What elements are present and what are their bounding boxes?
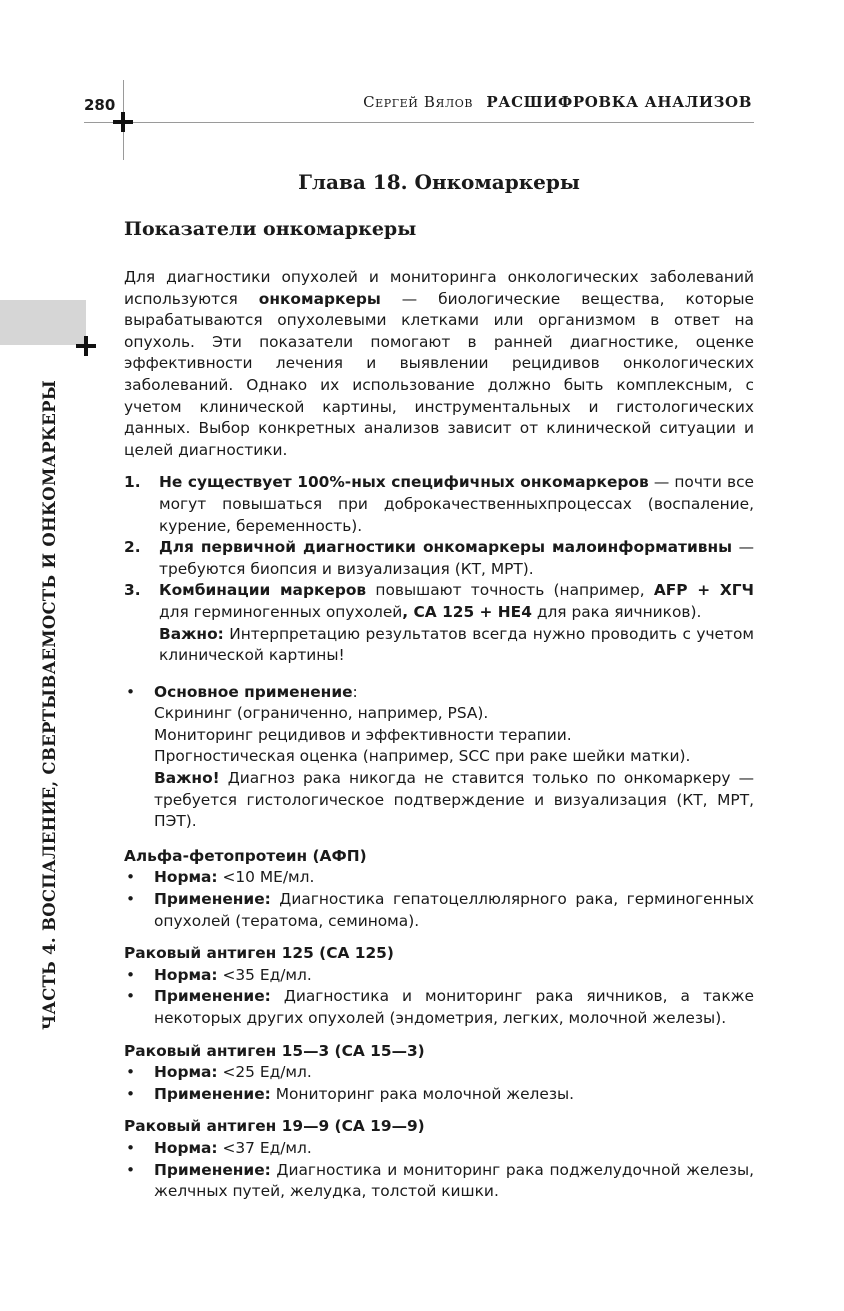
item-number: 1. xyxy=(124,473,141,492)
list-item xyxy=(124,965,754,987)
running-head xyxy=(363,93,752,111)
marker-block xyxy=(124,1116,754,1202)
side-tab-marker xyxy=(0,300,86,345)
bullet-icon: • xyxy=(126,1063,136,1082)
marker-details xyxy=(124,965,754,1030)
use-value: Диагностика гепатоцеллюлярного рака, герминогенных опухолей (тератома, семинома). xyxy=(154,890,754,930)
bullet-icon: • xyxy=(126,1160,136,1179)
bullet-icon: • xyxy=(126,1084,136,1103)
list-item xyxy=(124,1062,754,1084)
item-text: для герминогенных опухолей xyxy=(159,602,403,621)
bullet-icon: • xyxy=(126,890,136,909)
use-label: Применение: xyxy=(154,987,271,1006)
item-heading: Для первичной диагностики онкомаркеры малоинформативны xyxy=(159,538,733,557)
use-label: Применение: xyxy=(154,1084,271,1103)
book-title: РАСШИФРОВКА АНАЛИЗОВ xyxy=(486,93,752,111)
item-emphasis: , CA 125 + HE4 xyxy=(402,602,532,621)
page-body xyxy=(124,267,754,1203)
item-text: повышают точность (например, xyxy=(366,581,654,600)
usage-label: Основное применение xyxy=(154,682,353,701)
usage-line: Скрининг (ограниченно, например, PSA). xyxy=(154,704,489,723)
note-text: Интерпретацию результатов всегда нужно проводить с учетом клинической картины! xyxy=(159,624,754,665)
item-text: — требуются биопсия и визуализация (КТ, МРТ). xyxy=(159,538,754,578)
section-title: Показатели онкомаркеры xyxy=(124,218,417,240)
list-item xyxy=(124,537,754,580)
usage-important xyxy=(154,768,754,833)
usage-line: Мониторинг рецидивов и эффективности терапии. xyxy=(154,725,572,744)
note-label: Важно: xyxy=(159,624,224,643)
use-value: Диагностика и мониторинг рака поджелудочной железы, желчных путей, желудка, толстой кишки. xyxy=(154,1160,754,1201)
norm-label: Норма: xyxy=(154,1063,218,1082)
use-label: Применение: xyxy=(154,1160,271,1179)
marker-title: Раковый антиген 15—3 (CA 15—3) xyxy=(124,1041,425,1060)
intro-text: Для диагностики опухолей и мониторинга онкологических заболеваний используются xyxy=(124,268,754,308)
usage-list xyxy=(124,682,754,833)
list-item xyxy=(124,580,754,666)
bullet-icon: • xyxy=(126,682,136,701)
item-number: 3. xyxy=(124,581,141,600)
author-name: Сергей Вялов xyxy=(363,93,474,111)
norm-value: <25 Ед/мл. xyxy=(217,1063,312,1082)
list-item xyxy=(124,986,754,1029)
bullet-icon: • xyxy=(126,1138,136,1157)
norm-label: Норма: xyxy=(154,1138,218,1157)
bullet-icon: • xyxy=(126,965,136,984)
item-number: 2. xyxy=(124,538,141,557)
norm-label: Норма: xyxy=(154,868,218,887)
norm-value: <35 Ед/мл. xyxy=(217,965,312,984)
norm-label: Норма: xyxy=(154,965,218,984)
item-heading: Не существует 100%-ных специфичных онкомаркеров xyxy=(159,473,649,492)
important-text: Диагноз рака никогда не ставится только по онкомаркеру — требуется гистологическое подтверждение и визуализация (КТ, МРТ, ПЭТ). xyxy=(154,769,754,831)
list-item xyxy=(124,889,754,932)
side-crop-mark-icon xyxy=(76,336,96,356)
item-note xyxy=(159,624,754,667)
item-text: — почти все могут повышаться при доброкачественныхпроцессах (воспаление, курение, беременность). xyxy=(159,473,754,535)
use-label: Применение: xyxy=(154,890,271,909)
list-item xyxy=(124,472,754,537)
usage-item xyxy=(124,682,754,833)
norm-value: <10 МЕ/мл. xyxy=(217,868,315,887)
marker-block xyxy=(124,943,754,1029)
side-tab-label: ЧАСТЬ 4. ВОСПАЛЕНИЕ, СВЕРТЫВАЕМОСТЬ И ОНКОМАРКЕРЫ xyxy=(40,380,59,1030)
usage-line: Прогностическая оценка (например, SCC при раке шейки матки). xyxy=(154,747,691,766)
intro-paragraph xyxy=(124,267,754,461)
page-number: 280 xyxy=(84,96,116,114)
bullet-icon: • xyxy=(126,987,136,1006)
header-horizontal-rule xyxy=(84,122,754,123)
crop-mark-icon xyxy=(113,112,133,132)
marker-block xyxy=(124,1041,754,1106)
chapter-title: Глава 18. Онкомаркеры xyxy=(298,170,580,194)
marker-details xyxy=(124,1062,754,1105)
norm-value: <37 Ед/мл. xyxy=(217,1138,312,1157)
bullet-icon: • xyxy=(126,868,136,887)
usage-colon: : xyxy=(352,682,358,701)
list-item xyxy=(124,1160,754,1203)
list-item xyxy=(124,1138,754,1160)
intro-keyword: онкомаркеры xyxy=(258,289,381,308)
use-value: Мониторинг рака молочной железы. xyxy=(270,1084,575,1103)
marker-block xyxy=(124,846,754,932)
important-label: Важно! xyxy=(154,769,220,788)
use-value: Диагностика и мониторинг рака яичников, а также некоторых других опухолей (эндометрия, легких, молочной железы). xyxy=(154,987,754,1027)
marker-title: Раковый антиген 125 (CA 125) xyxy=(124,944,394,963)
list-item xyxy=(124,1084,754,1106)
marker-details xyxy=(124,1138,754,1203)
intro-text-rest: — биологические вещества, которые вырабатываются опухолевыми клетками или организмом в ответ на опухоль. Эти показатели помогают в ранней диагностике, оценке эффективности лечения и выявлении рецидивов онкологических заболеваний. Однако их использование должно быть комплексным, с учетом клинической картины, инструментальных и гистологических данных. Выбор конкретных анализов зависит от клинической ситуации и целей диагностики. xyxy=(124,289,754,459)
marker-title: Альфа-фетопротеин (АФП) xyxy=(124,846,367,865)
key-points-list xyxy=(124,472,754,666)
marker-details xyxy=(124,867,754,932)
item-text: для рака яичников). xyxy=(531,602,702,621)
list-item xyxy=(124,867,754,889)
item-heading: Комбинации маркеров xyxy=(159,581,367,600)
marker-title: Раковый антиген 19—9 (CA 19—9) xyxy=(124,1117,425,1136)
item-emphasis: AFP + ХГЧ xyxy=(653,581,754,600)
